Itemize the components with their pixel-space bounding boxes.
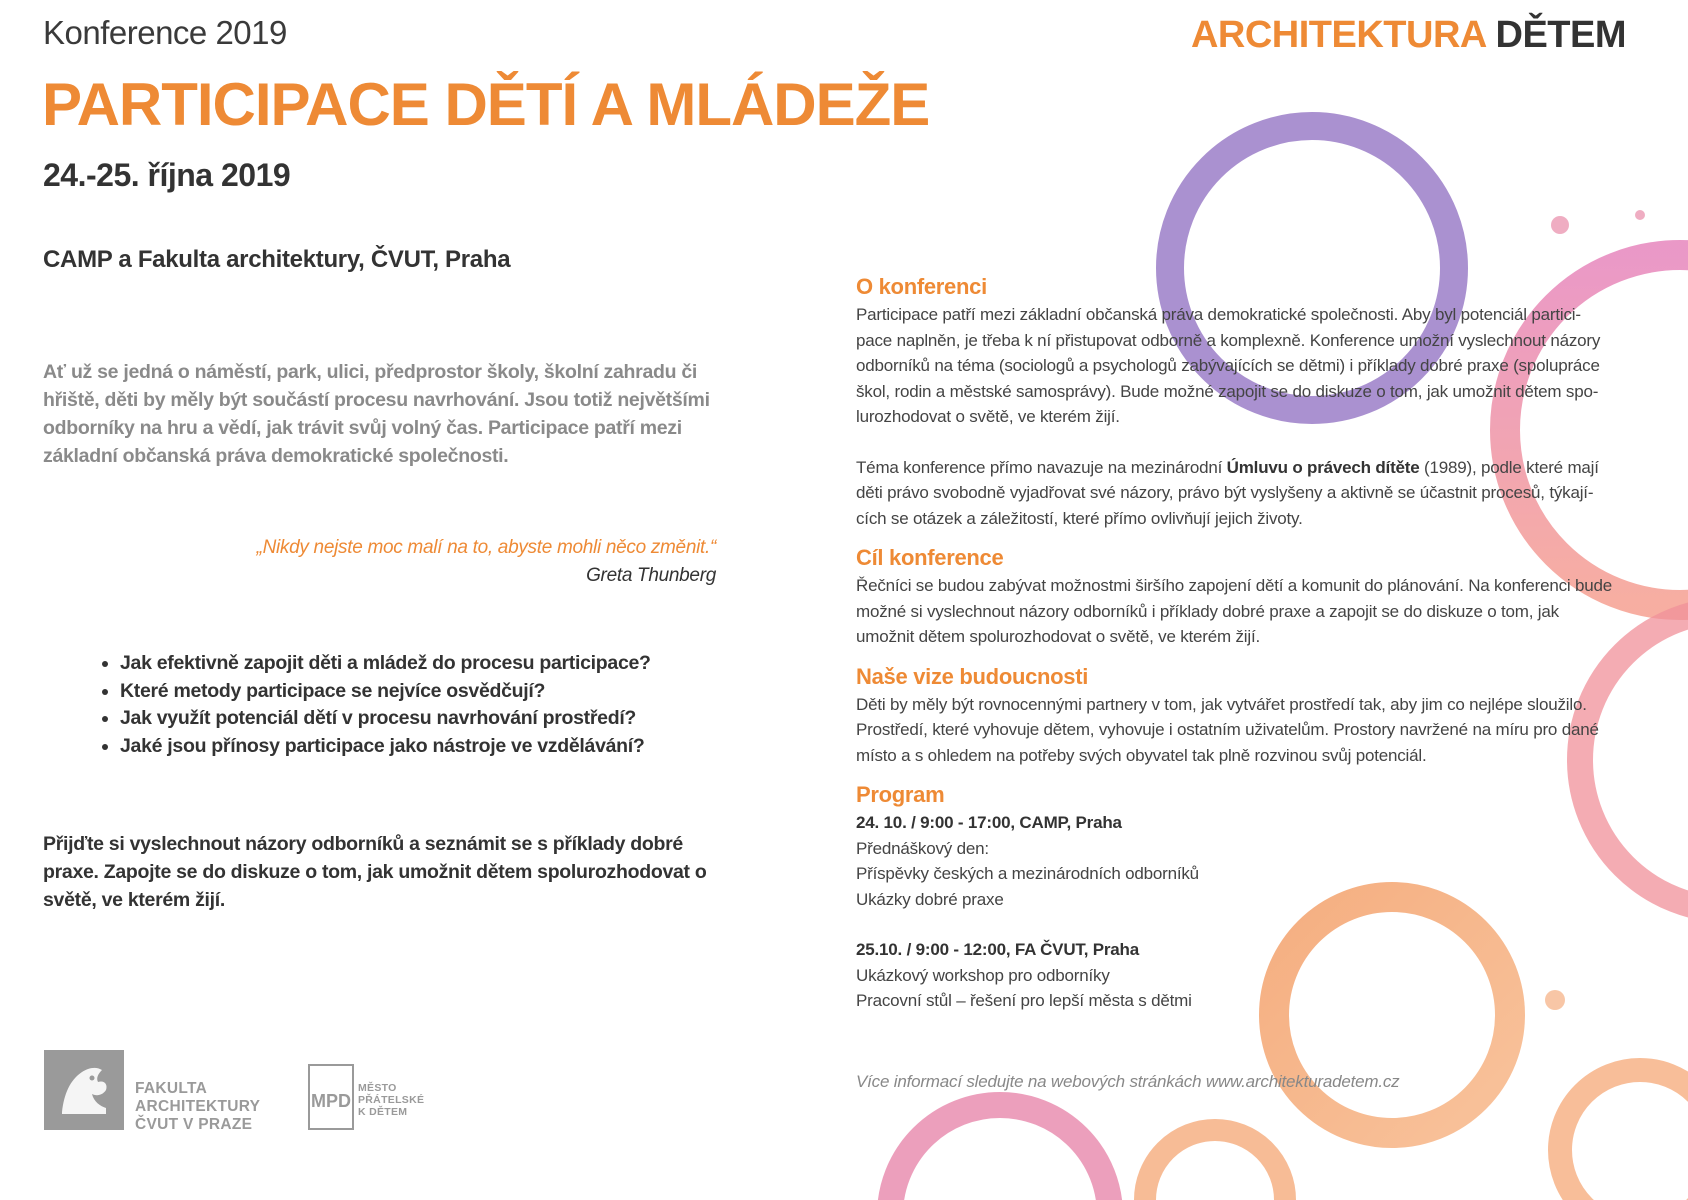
faculty-logo-line: FAKULTA [135, 1080, 208, 1097]
vision-paragraph: Děti by měly být rovnocennými partnery v tom, jak vytvářet prostředí tak, aby jim co nejlépe sloužilo. Prostředí, které vyhovuje dětem, vyhovuje i ostatním uživatelům. Prostory navržené na míru pro dané místo a s ohledem na potřeby svých obyvatel tak plně rozvinou svůj potenciál. [856, 694, 1599, 765]
call-to-action: Přijďte si vyslechnout názory odborníků a seznámit se s příklady dobré praxe. Zapojte se do diskuze o tom, jak umožnit dětem spolurozhodovat o světě, ve kterém žijí. [43, 833, 707, 911]
questions-list [100, 650, 651, 760]
brand-part-architektura: ARCHITEKTURA [1190, 14, 1486, 56]
program-day1-item: Přednáškový den: [856, 838, 989, 858]
mpd-logo-text [358, 1082, 424, 1118]
mpd-logo-mark: MPD [311, 1091, 351, 1111]
program-day2-title [856, 937, 1616, 963]
faculty-logo-line: ČVUT V PRAZE [135, 1116, 253, 1133]
brand-logo-text [1191, 14, 1626, 57]
event-dates: 24.-25. října 2019 [43, 157, 291, 193]
event-venue: CAMP a Fakulta architektury, ČVUT, Praha [43, 246, 511, 273]
brand-part-detem: DĚTEM [1495, 14, 1626, 56]
conference-kicker: Konference 2019 [43, 14, 287, 51]
footer-note: Více informací sledujte na webových stránkách www.architekturadetem.cz [856, 1072, 1400, 1091]
program-day2-item: Pracovní stůl – řešení pro lepší města s dětmi [856, 991, 1192, 1010]
faculty-logo-text [135, 1080, 260, 1134]
faculty-logo-line: ARCHITEKTURY [135, 1098, 261, 1115]
quote-block [257, 534, 716, 590]
program-day1-item: Ukázky dobré praxe [856, 889, 1004, 909]
mpd-logo-line: K DĚTEM [358, 1106, 408, 1118]
program-day1-item: Příspěvky českých a mezinárodních odborníků [856, 864, 1199, 883]
quote-author: Greta Thunberg [586, 565, 716, 586]
goal-paragraph: Řečníci se budou zabývat možnostmi širšího zapojení dětí a komunit do plánování. Na konferenci bude možné si vyslechnout názory odborníků i příklady dobré praxe a zapojit se do diskuze o tom, jak umožnit dětem spolurozhodovat o světě, ve kterém žijí. [856, 576, 1613, 646]
program-day1-title-text: 24. 10. / 9:00 - 17:00, CAMP, Praha [856, 813, 1122, 832]
program-day2-item: Ukázkový workshop pro odborníky [856, 965, 1110, 985]
page-title: PARTICIPACE DĚTÍ A MLÁDEŽE [42, 71, 930, 138]
section-heading-program: Program [856, 782, 945, 807]
program-day1-title [856, 810, 1616, 836]
about-paragraph-2 [856, 455, 1616, 532]
about-paragraph-1: Participace patří mezi základní občanská práva demokratické společnosti. Aby byl potenciál partici-pace naplněn, je třeba k ní přistupovat odborně a komplexně. Konference umožní vyslechnout názory odborníků na téma (sociologů a psychologů zabývajících se dětmi) i příklady dobré praxe (spolupráce škol, rodin a městské samosprávy). Bude možné zapojit se do diskuze o tom, jak umožnit dětem spo-lurozhodovat o světě, ve kterém žijí. [856, 305, 1601, 426]
mpd-logo-line: MĚSTO [358, 1082, 397, 1094]
program-day2-title-text: 25.10. / 9:00 - 12:00, FA ČVUT, Praha [856, 940, 1139, 959]
list-item: • Které metody participace se nejvíce osvědčují? [120, 678, 651, 706]
about-p2-text-after: (1989), podle které mají děti právo svobodně vyjadřovat své názory, právo být vyslyšeny a aktivně se účastnit procesů, týkají-cích se otázek a záležitostí, které přímo ovlivňují jejich životy. [856, 457, 1599, 528]
list-item: • Jak využít potenciál dětí v procesu navrhování prostředí? [120, 705, 651, 733]
faculty-lion-logo-icon [44, 1050, 124, 1130]
mpd-logo-line: PŘÁTELSKÉ [358, 1094, 425, 1106]
list-item: • Jak efektivně zapojit děti a mládež do procesu participace? [120, 650, 651, 678]
mpd-logo-icon [307, 1063, 355, 1131]
convention-name: Úmluvu o právech dítěte [1226, 457, 1420, 477]
intro-paragraph: Ať už se jedná o náměstí, park, ulici, předprostor školy, školní zahradu či hřiště, děti by měly být součástí procesu navrhování. Jsou totiž největšími odborníky na hru a vědí, jak trávit svůj volný čas. Participace patří mezi základní občanská práva demokratické společnosti. [43, 361, 710, 467]
right-column [856, 272, 1616, 1014]
list-item: • Jaké jsou přínosy participace jako nástroje ve vzdělávání? [120, 733, 651, 761]
section-heading-vision: Naše vize budoucnosti [856, 663, 1089, 689]
section-heading-about: O konferenci [856, 274, 987, 299]
quote-text: „Nikdy nejste moc malí na to, abyste mohli něco změnit.“ [256, 537, 716, 558]
section-heading-goal: Cíl konference [856, 545, 1004, 570]
about-p2-text: Téma konference přímo navazuje na mezinárodní [856, 457, 1227, 477]
